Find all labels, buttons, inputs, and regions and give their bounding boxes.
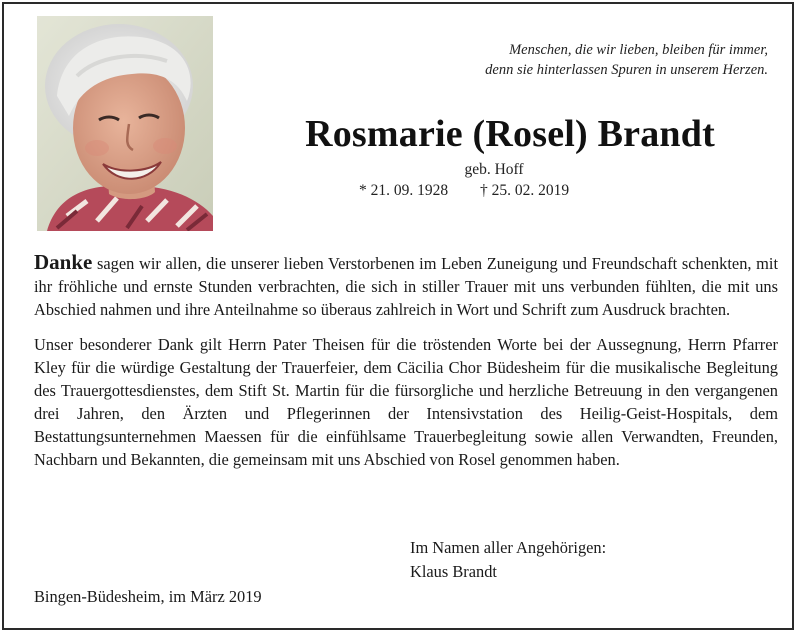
life-dates — [359, 182, 659, 200]
signoff-line-1: Im Namen aller Angehörigen: — [410, 538, 607, 557]
maiden-name: geb. Hoff — [464, 161, 524, 178]
thanks-paragraph-2: Unser besonderer Dank gilt Herrn Pater Theisen für die tröstenden Worte bei der Aussegnung, Herrn Pfarrer Kley für die würdige Gestaltung der Trauerfeier, dem Cäcilia Chor Büdesheim für die musikalische Begleitung des Trauergottesdienstes, dem Stift St. Martin für die fürsorgliche und herzliche Betreuung in den vergangenen drei Jahren, den Ärzten und Pflegerinnen der Intensivstation des Heilig-Geist-Hospitals, dem Bestattungsunternehmen Maessen für die einfühlsame Trauerbegleitung sowie allen Verwandten, Freunden, Nachbarn und Bekannten, die gemeinsam mit uns Abschied von Rosel genommen haben. — [34, 335, 778, 469]
thanks-lead-word: Danke — [34, 250, 93, 274]
signoff — [410, 536, 606, 584]
thank-you-text — [34, 251, 778, 471]
portrait-photo — [37, 16, 213, 231]
death-date: † 25. 02. 2019 — [480, 182, 570, 199]
thanks-paragraph-1-text: sagen wir allen, die unserer lieben Verstorbenen im Leben Zuneigung und Freundschaft schenkten, mit ihr fröhliche und ernste Stunden verbrachten, die sich in stiller Trauer mit uns verbunden fühlten, die mit uns Abschied nahmen und ihre Anteilnahme so überaus zahlreich in Wort und Schrift zum Ausdruck brachten. — [34, 254, 778, 319]
thanks-paragraph-1 — [34, 251, 778, 321]
place-and-date: Bingen-Büdesheim, im März 2019 — [34, 587, 262, 606]
obituary-card — [2, 2, 794, 630]
deceased-name: Rosmarie (Rosel) Brandt — [305, 113, 715, 155]
motto-quote — [485, 40, 768, 80]
motto-line-1: Menschen, die wir lieben, bleiben für immer, — [509, 42, 768, 58]
signoff-name: Klaus Brandt — [410, 562, 497, 581]
motto-line-2: denn sie hinterlassen Spuren in unserem Herzen. — [485, 62, 768, 78]
birth-date: * 21. 09. 1928 — [359, 182, 449, 199]
